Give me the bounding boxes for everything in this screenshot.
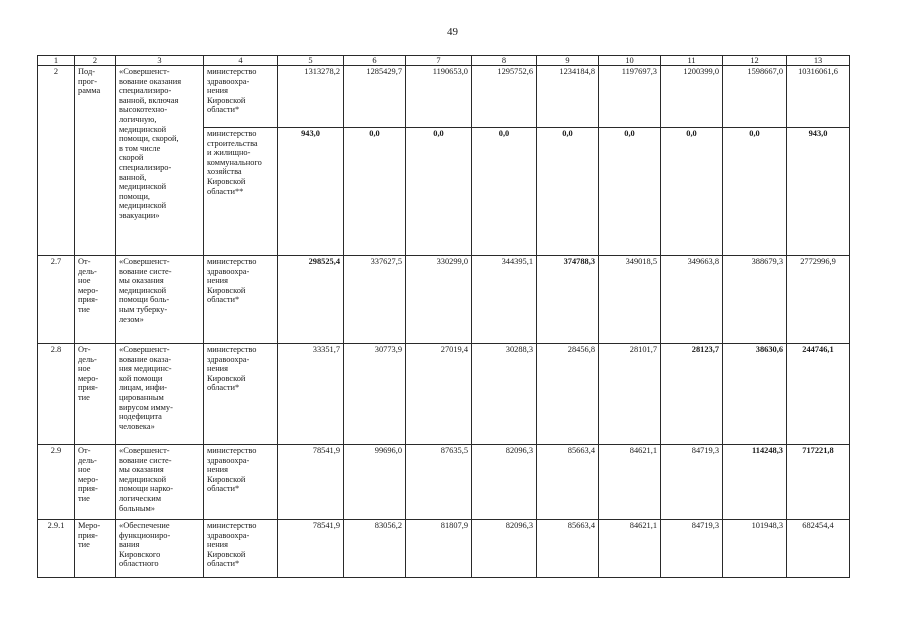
value-cell: 84719,3 [661,445,723,520]
table-row [38,520,850,578]
value-cell: 82096,3 [472,520,537,578]
header-cell: 4 [204,56,278,66]
value-cell: 82096,3 [472,445,537,520]
row-code: 2.7 [38,256,75,344]
value-cell: 330299,0 [406,256,472,344]
value-cell: 28101,7 [599,344,661,445]
row-name: «Обеспечение функциониро- вания Кировского областного [116,520,204,578]
header-cell: 12 [723,56,787,66]
value-cell: 0,0 [472,128,537,256]
header-cell: 8 [472,56,537,66]
value-cell: 84621,1 [599,520,661,578]
budget-table [37,55,850,578]
value-cell: 30288,3 [472,344,537,445]
row-executor: министерство здравоохра- нения Кировской области* [204,344,278,445]
value-cell: 298525,4 [278,256,344,344]
value-cell: 0,0 [723,128,787,256]
value-cell: 38630,6 [723,344,787,445]
row-code: 2 [38,66,75,256]
value-cell: 717221,8 [787,445,850,520]
value-cell: 85663,4 [537,520,599,578]
header-cell: 10 [599,56,661,66]
value-cell: 99696,0 [344,445,406,520]
page-number: 49 [447,26,458,38]
table-row [38,445,850,520]
value-cell: 337627,5 [344,256,406,344]
header-cell: 2 [75,56,116,66]
value-cell: 1197697,3 [599,66,661,128]
header-cell: 3 [116,56,204,66]
value-cell: 0,0 [661,128,723,256]
value-cell: 85663,4 [537,445,599,520]
value-cell: 28456,8 [537,344,599,445]
header-cell: 1 [38,56,75,66]
row-kind: Под- прог- рамма [75,66,116,256]
value-cell: 84719,3 [661,520,723,578]
value-cell: 0,0 [406,128,472,256]
value-cell: 10316061,6 [787,66,850,128]
value-cell: 84621,1 [599,445,661,520]
value-cell: 344395,1 [472,256,537,344]
row-code: 2.9.1 [38,520,75,578]
value-cell: 87635,5 [406,445,472,520]
value-cell: 244746,1 [787,344,850,445]
header-row [38,56,850,66]
value-cell: 374788,3 [537,256,599,344]
table-row [38,66,850,128]
row-name: «Совершенст- вование систе- мы оказания медицинской помощи нарко- логическим больным» [116,445,204,520]
value-cell: 28123,7 [661,344,723,445]
value-cell: 943,0 [787,128,850,256]
header-cell: 11 [661,56,723,66]
table-row [38,256,850,344]
value-cell: 33351,7 [278,344,344,445]
row-executor: министерство здравоохра- нения Кировской области* [204,256,278,344]
row-name: «Совершенст- вование оказания специализиро- ванной, включая высокотехно- логичную, медицинской помощи, скорой, в том числе скорой специализиро- ванной, медицинской помощи, медицинской эвакуации» [116,66,204,256]
value-cell: 1295752,6 [472,66,537,128]
value-cell: 1190653,0 [406,66,472,128]
table-row [38,344,850,445]
row-kind: От- дель- ное меро- прия- тие [75,256,116,344]
value-cell: 0,0 [344,128,406,256]
row-code: 2.8 [38,344,75,445]
header-cell: 5 [278,56,344,66]
value-cell: 81807,9 [406,520,472,578]
value-cell: 0,0 [599,128,661,256]
header-cell: 9 [537,56,599,66]
value-cell: 388679,3 [723,256,787,344]
row-code: 2.9 [38,445,75,520]
value-cell: 682454,4 [787,520,850,578]
header-cell: 7 [406,56,472,66]
header-cell: 6 [344,56,406,66]
row-name: «Совершенст- вование систе- мы оказания медицинской помощи боль- ным туберку- лезом» [116,256,204,344]
value-cell: 78541,9 [278,445,344,520]
value-cell: 83056,2 [344,520,406,578]
row-kind: От- дель- ное меро- прия- тие [75,445,116,520]
value-cell: 30773,9 [344,344,406,445]
value-cell: 349018,5 [599,256,661,344]
row-kind: От- дель- ное меро- прия- тие [75,344,116,445]
row-kind: Меро- прия- тие [75,520,116,578]
row-executor: министерство здравоохра- нения Кировской области* [204,520,278,578]
value-cell: 114248,3 [723,445,787,520]
value-cell: 1285429,7 [344,66,406,128]
row-executor: министерство строительства и жилищно- коммунального хозяйства Кировской области** [204,128,278,256]
value-cell: 349663,8 [661,256,723,344]
row-name: «Совершенст- вование оказа- ния медицинс- кой помощи лицам, инфи- цированным вирусом имму- нодефицита человека» [116,344,204,445]
value-cell: 1598667,0 [723,66,787,128]
row-executor: министерство здравоохра- нения Кировской области* [204,445,278,520]
value-cell: 0,0 [537,128,599,256]
header-cell: 13 [787,56,850,66]
value-cell: 1234184,8 [537,66,599,128]
value-cell: 1313278,2 [278,66,344,128]
value-cell: 78541,9 [278,520,344,578]
value-cell: 27019,4 [406,344,472,445]
value-cell: 943,0 [278,128,344,256]
value-cell: 2772996,9 [787,256,850,344]
row-executor: министерство здравоохра- нения Кировской области* [204,66,278,128]
value-cell: 1200399,0 [661,66,723,128]
value-cell: 101948,3 [723,520,787,578]
